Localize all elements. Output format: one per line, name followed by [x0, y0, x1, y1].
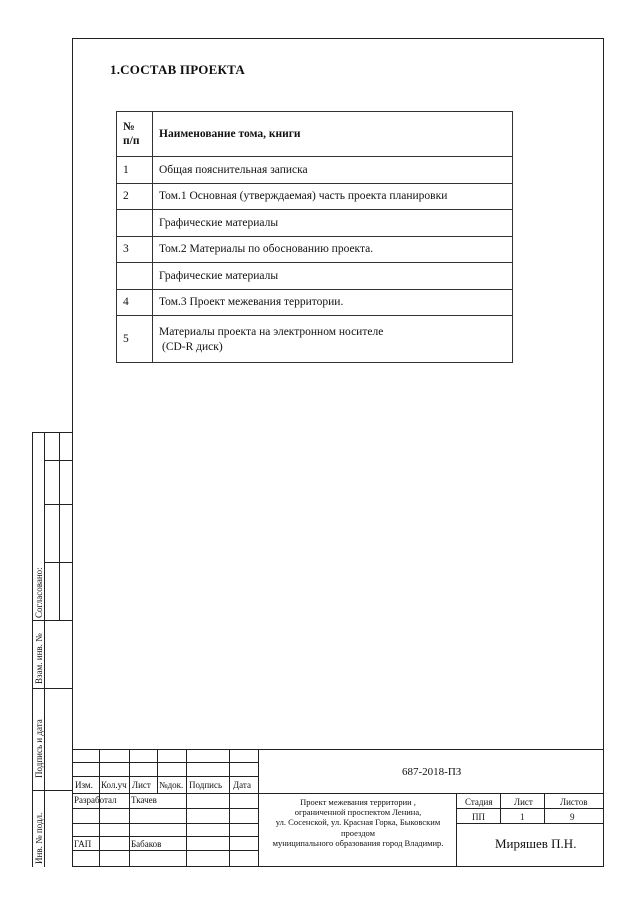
strip-divider	[32, 620, 72, 621]
row-name-line1: Материалы проекта на электронном носителе	[159, 325, 384, 338]
developer-name: Ткачев	[131, 795, 157, 805]
row-num	[117, 263, 153, 290]
row-num	[117, 210, 153, 237]
stage-value: ПП	[472, 812, 485, 822]
doc-code: 687-2018-ПЗ	[402, 766, 462, 778]
table-row	[117, 263, 513, 290]
strip-divider	[44, 432, 45, 867]
row-num: 5	[117, 316, 153, 363]
table-row	[117, 210, 513, 237]
stamp-line	[99, 749, 100, 867]
table-row	[117, 183, 513, 210]
stamp-line	[500, 793, 501, 824]
row-name	[153, 316, 513, 363]
row-name: Графические материалы	[153, 210, 513, 237]
table-row	[117, 157, 513, 184]
description-line: ограниченной проспектом Ленина,	[294, 807, 422, 818]
table-row	[117, 236, 513, 263]
description-line: муниципального образования город Владимир.	[272, 837, 444, 848]
table-row	[117, 289, 513, 316]
developer-label: Разработал	[74, 795, 117, 805]
row-num: 1	[117, 157, 153, 184]
stamp-line	[544, 793, 545, 824]
sheet-value: 1	[520, 812, 525, 822]
description-line: Проект межевания территории ,	[300, 797, 416, 807]
row-name: Общая пояснительная записка	[153, 157, 513, 184]
project-description	[262, 797, 454, 848]
strip-border	[32, 432, 33, 867]
col-date: Дата	[233, 780, 251, 790]
agreed-label: Согласовано:	[34, 567, 44, 618]
row-num: 3	[117, 236, 153, 263]
col-doc-no: №док.	[159, 780, 184, 790]
col-change: Изм.	[75, 780, 93, 790]
gap-name: Бабаков	[131, 839, 162, 849]
row-name-line2: (CD-R диск)	[162, 340, 223, 353]
composition-table	[116, 111, 513, 363]
table-header-row	[117, 112, 513, 157]
description-line: ул. Сосенской, ул. Красная Горка, Быковским	[275, 817, 441, 828]
stamp-line	[186, 749, 187, 867]
col-sheet: Лист	[132, 780, 151, 790]
header-name: Наименование тома, книги	[153, 112, 513, 157]
row-name: Графические материалы	[153, 263, 513, 290]
stamp-line	[456, 808, 604, 809]
col-count: Кол.уч	[101, 780, 127, 790]
sheets-value: 9	[570, 812, 575, 822]
sheet-label: Лист	[514, 797, 533, 807]
stamp-line	[129, 749, 130, 794]
stamp-line	[229, 749, 230, 867]
strip-border	[32, 432, 72, 433]
binding-strip	[32, 432, 72, 867]
col-signature: Подпись	[189, 780, 223, 790]
row-name: Том.3 Проект межевания территории.	[153, 289, 513, 316]
description-line: проездом	[340, 827, 376, 838]
row-name: Том.1 Основная (утверждаемая) часть проекта планировки	[153, 183, 513, 210]
strip-divider	[44, 460, 72, 461]
strip-divider	[32, 790, 72, 791]
stamp-line	[456, 793, 457, 867]
sheets-label: Листов	[560, 797, 588, 807]
organization-name: Миряшев П.Н.	[495, 836, 577, 851]
row-num: 4	[117, 289, 153, 316]
row-name: Том.2 Материалы по обоснованию проекта.	[153, 236, 513, 263]
stamp-line	[258, 749, 259, 867]
strip-divider	[44, 562, 72, 563]
title-block-stamp	[72, 749, 604, 867]
strip-divider	[44, 504, 72, 505]
gap-label: ГАП	[74, 839, 92, 849]
header-num: № п/п	[117, 112, 153, 157]
stamp-line	[456, 823, 604, 824]
sign-date-label: Подпись и дата	[34, 719, 44, 778]
stamp-line	[72, 793, 604, 794]
row-num: 2	[117, 183, 153, 210]
table-row	[117, 316, 513, 363]
stamp-line	[72, 749, 604, 750]
strip-divider	[32, 688, 72, 689]
stamp-line	[129, 793, 130, 867]
stage-label: Стадия	[465, 797, 493, 807]
inv-original-label: Инв. № подл.	[34, 812, 44, 864]
section-title: 1.СОСТАВ ПРОЕКТА	[110, 62, 245, 77]
stamp-line	[157, 749, 158, 794]
inv-replace-label: Взам. инв. №	[34, 633, 44, 684]
